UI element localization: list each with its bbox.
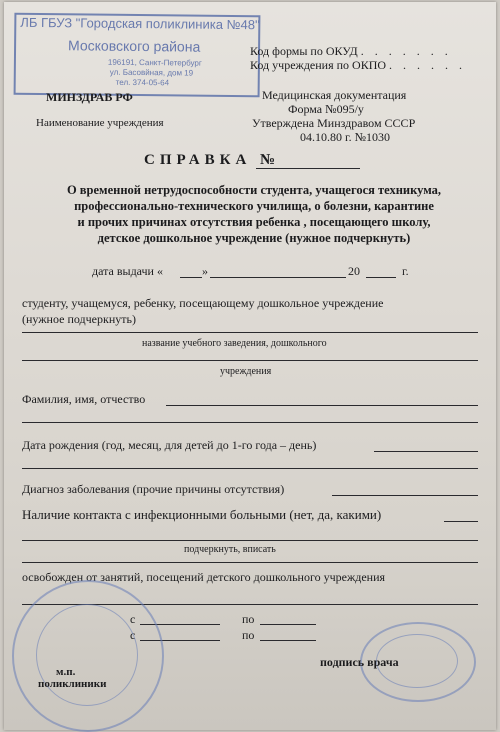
okpo-label: Код учреждения по ОКПО	[250, 58, 387, 72]
certificate-form-sheet	[4, 2, 496, 730]
issue-day-field[interactable]	[180, 277, 202, 278]
clinic-stamp	[14, 13, 261, 98]
contact-caption: подчеркнуть, вписать	[184, 544, 276, 555]
certificate-subtitle	[26, 182, 482, 246]
subtitle-line-4: детское дошкольное учреждение (нужное подчеркнуть)	[97, 231, 411, 245]
issue-month-field[interactable]	[210, 277, 346, 278]
certificate-title	[144, 152, 280, 169]
school-caption: название учебного заведения, дошкольного	[142, 338, 327, 349]
infection-contact-field[interactable]	[444, 521, 478, 522]
seal-inner-ring	[36, 604, 138, 706]
period-to-label-1: по	[242, 612, 255, 626]
infection-contact-label: Наличие контакта с инфекционными больными (нет, да, какими)	[22, 507, 382, 522]
doctor-signature-label: подпись врача	[320, 655, 399, 669]
student-type-label: студенту, учащемуся, ребенку, посещающему дошкольное учреждение	[22, 296, 384, 310]
subtitle-line-1: О временной нетрудоспособности студента, учащегося техникума,	[66, 183, 442, 197]
period-to-field-1[interactable]	[260, 624, 316, 625]
okud-label: Код формы по ОКУД	[250, 44, 358, 58]
birth-date-field-2[interactable]	[22, 468, 478, 469]
approved-date: 04.10.80 г. №1030	[300, 130, 391, 144]
clinic-label: поликлиники	[38, 678, 107, 690]
full-name-label: Фамилия, имя, отчество	[22, 392, 146, 406]
school-name-field[interactable]	[22, 332, 478, 333]
school-caption-2: учреждения	[220, 366, 272, 377]
infection-contact-field-2[interactable]	[22, 540, 478, 541]
institution-label: Наименование учреждения	[36, 117, 164, 129]
birth-date-label: Дата рождения (год, месяц, для детей до 1-го года – день)	[22, 438, 317, 452]
infection-contact-field-3[interactable]	[22, 562, 478, 563]
released-label: освобожден от занятий, посещений детского дошкольного учреждения	[22, 570, 386, 584]
ministry-label: МИНЗДРАВ РФ	[46, 90, 133, 104]
diagnosis-label: Диагноз заболевания (прочие причины отсутствия)	[22, 482, 285, 496]
period-from-label-1: с	[130, 612, 136, 626]
stamp-place-label: м.п.	[56, 666, 76, 678]
okpo-code-row: Код учреждения по ОКПО . . . . . .	[250, 58, 467, 72]
issue-year-prefix: 20	[348, 264, 360, 278]
full-name-field[interactable]	[166, 405, 478, 406]
diagnosis-field[interactable]	[332, 495, 478, 496]
medical-docs-label: Медицинская документация	[262, 88, 407, 102]
stamp-line-5: тел. 374-05-64	[115, 77, 170, 88]
underline-hint: (нужное подчеркнуть)	[22, 312, 136, 326]
issue-year-field[interactable]	[366, 277, 396, 278]
birth-date-field[interactable]	[374, 451, 478, 452]
stamp-line-3: 196191, Санкт-Петербург	[107, 57, 202, 68]
school-name-field-2[interactable]	[22, 360, 478, 361]
subtitle-line-3: и прочих причинах отсутствия ребенка , посещающего школу,	[77, 215, 431, 229]
title-text: СПРАВКА №	[144, 152, 281, 168]
okud-code-row: Код формы по ОКУД . . . . . . .	[250, 44, 452, 58]
full-name-field-2[interactable]	[22, 422, 478, 423]
clinic-round-seal	[12, 580, 164, 732]
period-to-label-2: по	[242, 628, 255, 642]
issue-date-label: дата выдачи «	[92, 264, 163, 278]
issue-year-suffix: г.	[402, 264, 409, 278]
stamp-line-2: Московского района	[68, 37, 201, 55]
subtitle-line-2: профессионально-технического училища, о болезни, карантине	[74, 199, 434, 213]
period-from-label-2: с	[130, 628, 136, 642]
certificate-number-line[interactable]	[256, 168, 360, 169]
approved-label: Утверждена Минздравом СССР	[252, 116, 416, 130]
period-to-field-2[interactable]	[260, 640, 316, 641]
stamp-line-1: ЛБ ГБУЗ "Городская поликлиника №48"	[20, 14, 260, 33]
form-number: Форма №095/у	[288, 102, 364, 116]
stamp-line-4: ул. Басовйная, дом 19	[109, 67, 194, 78]
issue-quote-close: »	[202, 264, 208, 278]
